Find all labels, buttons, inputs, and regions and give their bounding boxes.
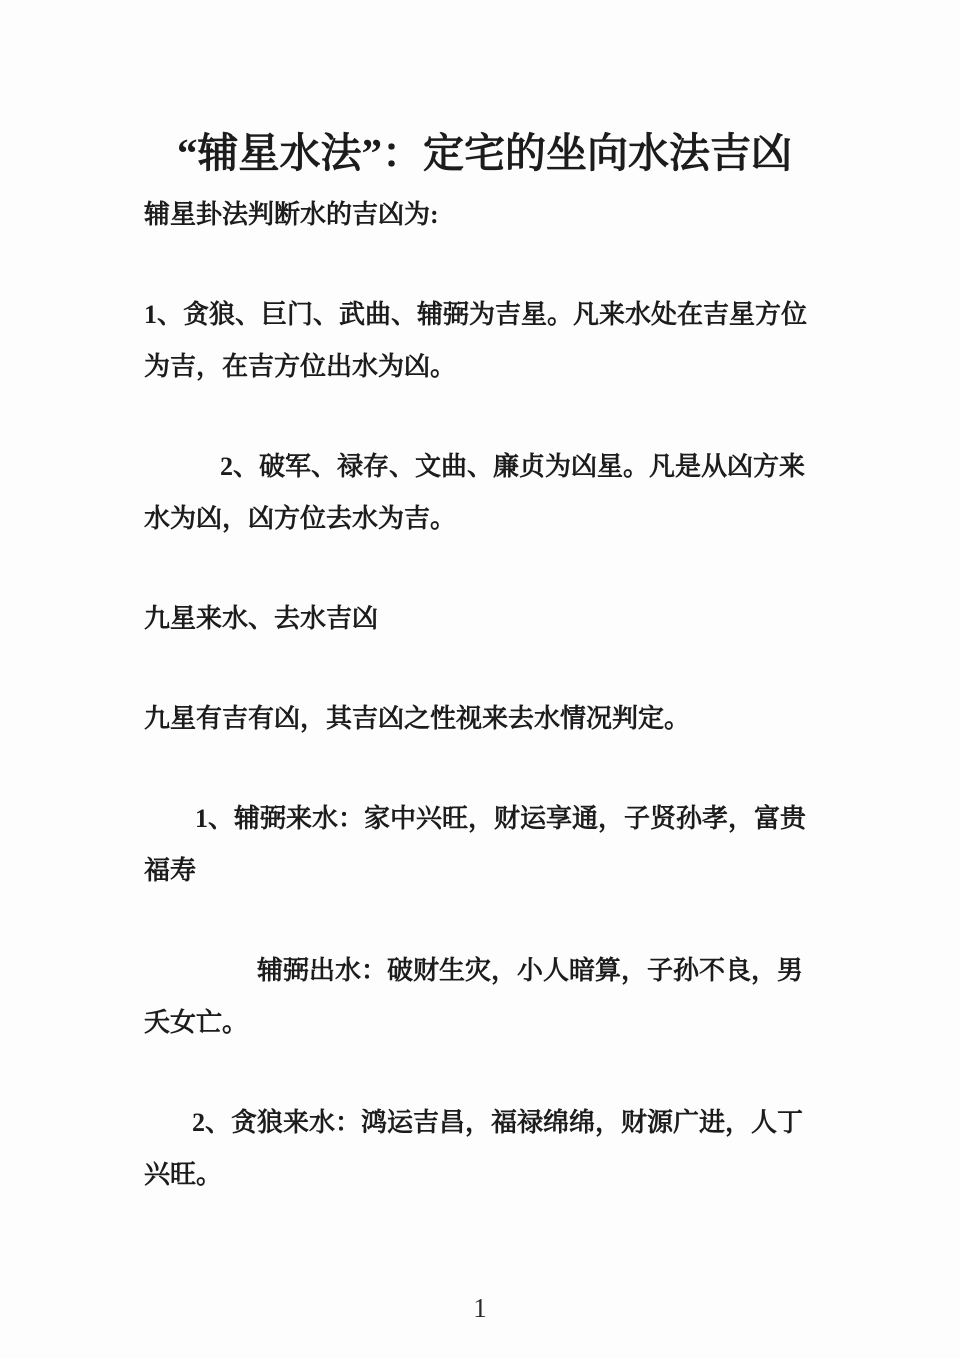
page-number: 1 — [473, 1293, 487, 1323]
paragraph-section-heading: 九星来水、去水吉凶 — [144, 604, 379, 633]
paragraph-fubi-incoming: 1、辅弼来水：家中兴旺，财运享通，子贤孙孝，富贵福寿 — [144, 804, 807, 885]
paragraph-section-intro: 九星有吉有凶，其吉凶之性视来去水情况判定。 — [144, 704, 691, 733]
document-title: “辅星水法”：定宅的坐向水法吉凶 — [177, 130, 792, 176]
paragraph-fubi-outgoing: 辅弼出水：破财生灾，小人暗算，子孙不良，男夭女亡。 — [144, 956, 804, 1037]
paragraph-unlucky-stars: 2、破军、禄存、文曲、廉贞为凶星。凡是从凶方来水为凶，凶方位去水为吉。 — [144, 452, 806, 533]
paragraph-tanlang-incoming: 2、贪狼来水：鸿运吉昌，福禄绵绵，财源广进，人丁兴旺。 — [144, 1108, 804, 1189]
paragraph-intro: 辅星卦法判断水的吉凶为: — [144, 200, 439, 229]
paragraph-lucky-stars: 1、贪狼、巨门、武曲、辅弼为吉星。凡来水处在吉星方位为吉，在吉方位出水为凶。 — [144, 300, 808, 381]
